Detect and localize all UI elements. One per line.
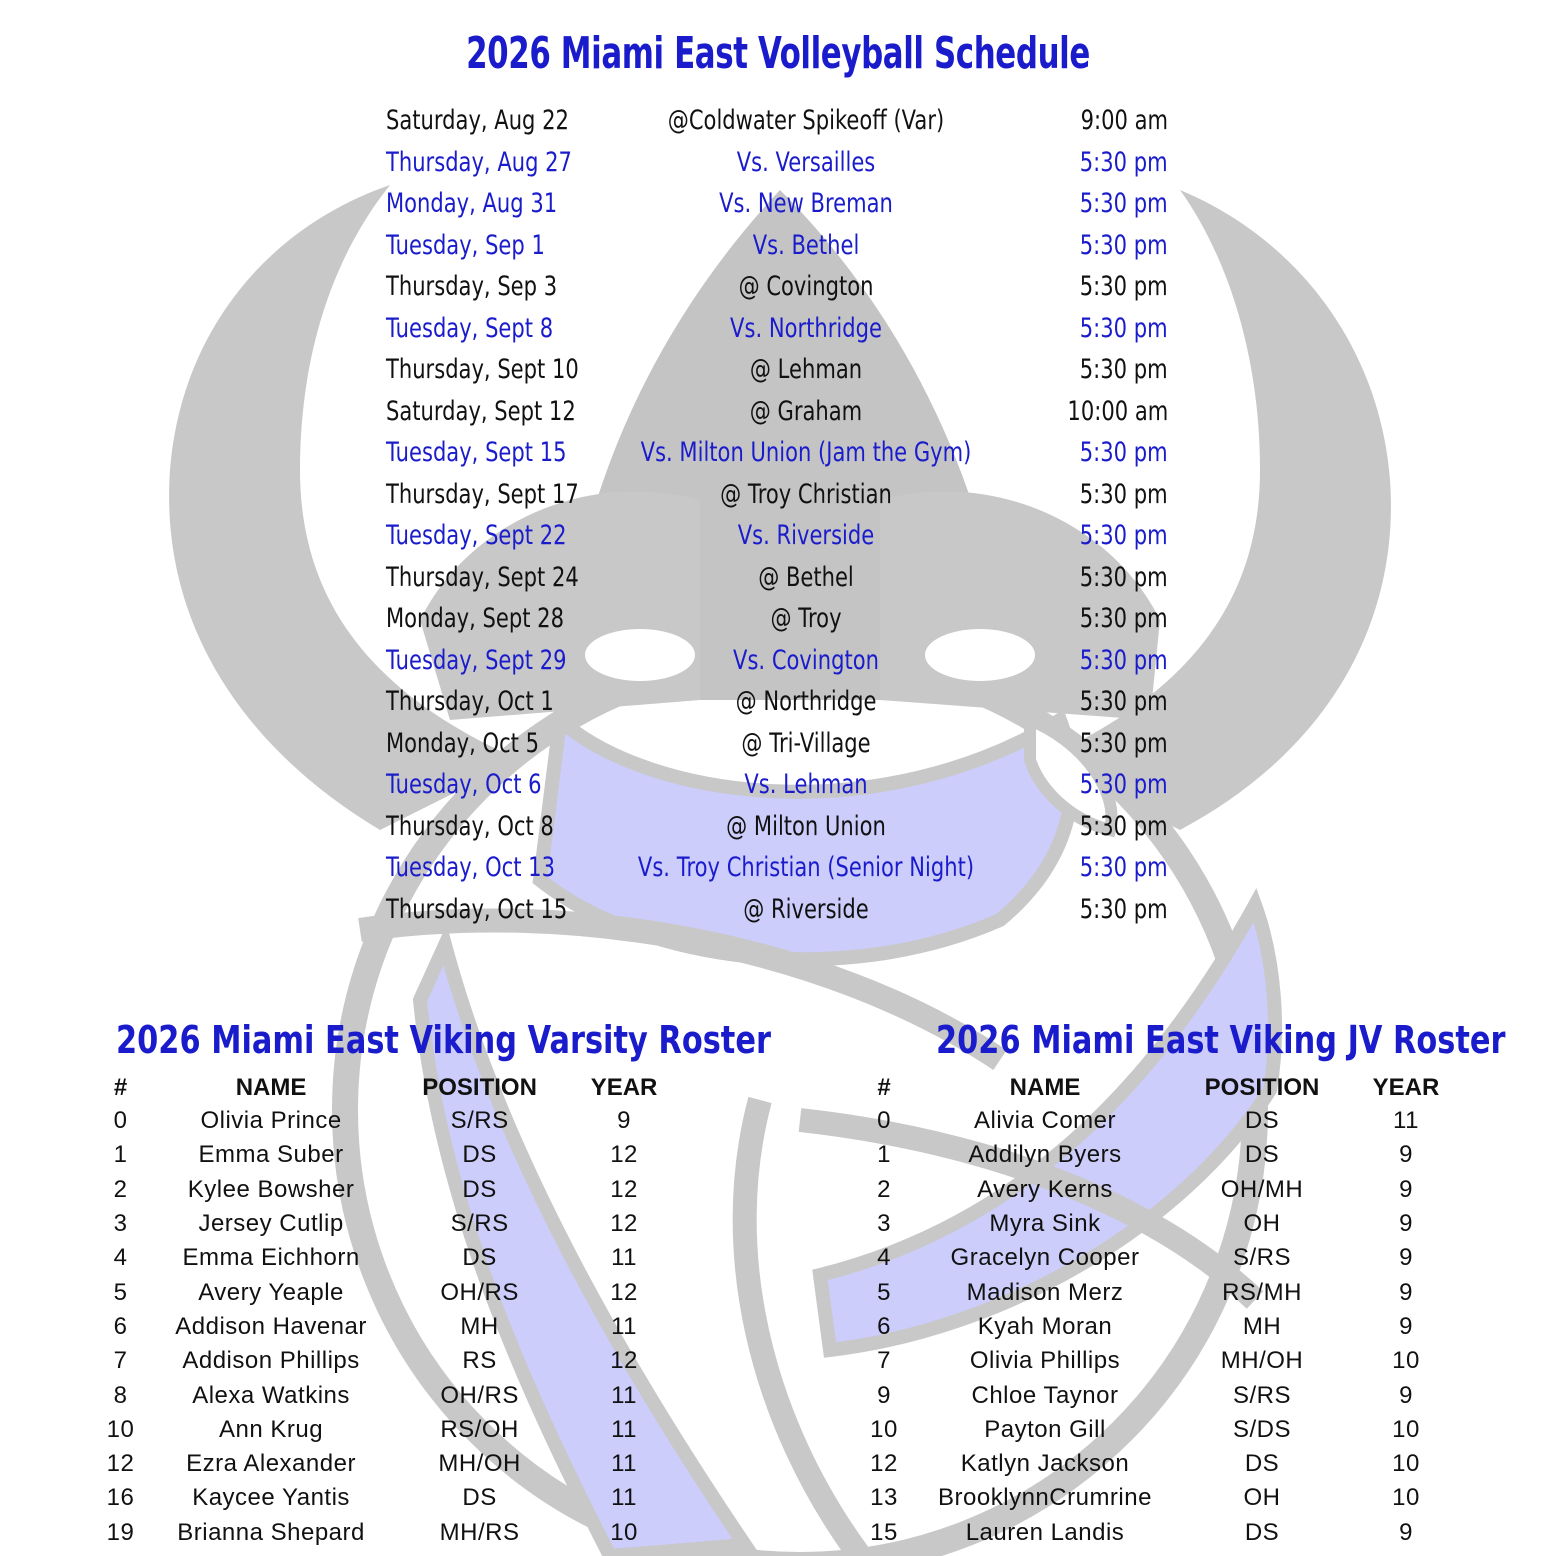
game-date: Tuesday, Sept 8 [386,312,554,344]
player-position: S/RS [450,1107,509,1135]
varsity-roster-table [90,1072,680,1550]
player-name: Alivia Comer [973,1107,1117,1135]
game-date: Tuesday, Sep 1 [386,229,545,261]
player-number: 0 [877,1107,891,1135]
table-row [90,1413,680,1447]
game-time: 10:00 am [1067,395,1168,427]
table-row [855,1275,1465,1309]
player-year: 9 [1399,1175,1413,1203]
player-year: 9 [617,1107,631,1135]
table-row [855,1516,1465,1550]
player-year: 12 [610,1141,638,1169]
table-row [855,1104,1465,1138]
table-row [855,1447,1465,1481]
game-date: Thursday, Oct 1 [386,686,554,717]
schedule-row [386,226,1186,268]
table-header-row [855,1072,1465,1104]
player-number: 10 [106,1415,135,1443]
col-name-header: NAME [1009,1074,1081,1101]
schedule-row [386,558,1186,600]
player-position: MH/RS [439,1518,520,1546]
player-position: S/DS [1232,1415,1291,1443]
player-position: MH/OH [1220,1347,1304,1375]
col-year-header: YEAR [590,1074,658,1101]
player-year: 10 [1392,1484,1420,1512]
table-row [90,1344,680,1378]
player-name: Chloe Taynor [971,1381,1119,1409]
player-year: 11 [611,1381,637,1409]
player-year: 11 [611,1312,637,1340]
schedule-row [386,807,1186,849]
game-time: 5:30 pm [1080,188,1168,219]
game-date: Thursday, Aug 27 [386,146,572,178]
game-date: Tuesday, Sept 15 [386,437,567,468]
jv-roster-title: 2026 Miami East Viking JV Roster [936,1018,1506,1062]
game-opponent: Vs. Troy Christian (Senior Night) [637,852,975,883]
game-opponent: @ Northridge [735,686,877,717]
game-date: Monday, Aug 31 [386,188,558,219]
player-number: 9 [877,1381,891,1409]
game-time: 5:30 pm [1080,893,1168,925]
game-opponent: Vs. Riverside [737,520,875,551]
game-opponent: Vs. Bethel [752,229,860,261]
player-name: Alexa Watkins [192,1381,350,1409]
player-number: 3 [113,1210,128,1238]
game-opponent: @ Lehman [749,354,863,385]
player-name: Avery Yeaple [198,1278,344,1306]
player-year: 11 [611,1484,637,1512]
table-row [90,1104,680,1138]
col-number-header: # [113,1074,128,1101]
game-opponent: Vs. Lehman [744,769,868,800]
table-row [855,1241,1465,1275]
game-opponent: Vs. New Breman [719,188,893,219]
player-number: 2 [877,1175,891,1203]
game-opponent: @ Troy Christian [720,478,892,510]
player-position: RS [462,1347,497,1375]
schedule-row [386,516,1186,558]
player-name: Lauren Landis [965,1518,1125,1546]
player-name: Addison Havenar [175,1312,367,1340]
player-position: DS [1244,1107,1280,1135]
game-date: Tuesday, Oct 6 [386,769,542,800]
game-date: Saturday, Aug 22 [386,105,569,136]
schedule-row [386,184,1186,226]
schedule-row [386,641,1186,683]
game-time: 5:30 pm [1080,727,1168,759]
schedule-row [386,599,1186,641]
player-number: 19 [106,1518,135,1546]
game-date: Thursday, Sept 10 [386,354,579,385]
player-year: 9 [1399,1141,1413,1169]
player-number: 7 [113,1347,128,1375]
table-row [90,1207,680,1241]
game-time: 5:30 pm [1080,271,1168,302]
game-opponent: @ Troy [770,603,842,634]
schedule-row [386,143,1186,185]
schedule-row [386,350,1186,392]
game-date: Thursday, Oct 8 [386,810,554,842]
player-name: Myra Sink [989,1210,1101,1238]
player-position: MH [1242,1312,1282,1340]
player-position: S/RS [1232,1381,1291,1409]
table-row [90,1138,680,1172]
player-number: 6 [877,1312,891,1340]
player-position: DS [462,1244,497,1272]
table-row [90,1310,680,1344]
schedule-row [386,848,1186,890]
player-number: 3 [877,1210,891,1238]
game-opponent: @Coldwater Spikeoff (Var) [667,105,945,136]
player-name: Kylee Bowsher [187,1175,355,1203]
game-date: Tuesday, Sept 22 [386,520,567,551]
col-position-header: POSITION [1204,1074,1320,1101]
player-number: 4 [877,1244,891,1272]
player-position: DS [1244,1141,1280,1169]
player-year: 9 [1399,1244,1413,1272]
table-row [855,1413,1465,1447]
player-year: 11 [611,1450,637,1478]
player-year: 12 [610,1210,638,1238]
player-number: 1 [113,1141,128,1169]
player-name: Olivia Phillips [969,1347,1121,1375]
player-name: Addilyn Byers [968,1141,1122,1169]
game-opponent: @ Graham [749,395,863,427]
table-row [855,1310,1465,1344]
player-position: OH/MH [1220,1175,1304,1203]
schedule-row [386,267,1186,309]
table-row [855,1207,1465,1241]
player-number: 5 [113,1278,128,1306]
table-row [855,1378,1465,1412]
schedule-row [386,765,1186,807]
game-opponent: Vs. Versailles [736,146,876,178]
game-time: 5:30 pm [1080,437,1168,468]
player-year: 10 [610,1518,638,1546]
player-position: RS/OH [440,1415,519,1443]
player-year: 12 [610,1278,638,1306]
game-opponent: @ Tri-Village [741,727,871,759]
col-number-header: # [877,1074,891,1101]
player-year: 9 [1399,1312,1413,1340]
schedule-row [386,433,1186,475]
player-name: Olivia Prince [200,1107,342,1135]
game-date: Thursday, Oct 15 [386,893,568,925]
player-number: 5 [877,1278,891,1306]
table-row [90,1378,680,1412]
player-name: Avery Kerns [977,1175,1113,1203]
player-year: 10 [1392,1450,1420,1478]
game-date: Thursday, Sept 17 [386,478,579,510]
table-row [90,1516,680,1550]
player-name: Ann Krug [219,1415,324,1443]
col-year-header: YEAR [1372,1074,1440,1101]
player-number: 1 [877,1141,891,1169]
player-position: S/RS [450,1210,509,1238]
game-date: Monday, Sept 28 [386,603,564,634]
player-name: Jersey Cutlip [198,1210,344,1238]
game-time: 5:30 pm [1080,603,1168,634]
schedule-list [386,101,1186,931]
game-opponent: Vs. Milton Union (Jam the Gym) [640,437,972,468]
game-date: Thursday, Sept 24 [386,561,579,593]
player-position: DS [1244,1518,1280,1546]
game-date: Monday, Oct 5 [386,727,540,759]
schedule-row [386,101,1186,143]
player-position: MH/OH [438,1450,521,1478]
schedule-row [386,682,1186,724]
player-name: BrooklynnCrumrine [938,1484,1152,1512]
game-time: 5:30 pm [1080,354,1168,385]
game-time: 5:30 pm [1080,520,1168,551]
table-row [90,1447,680,1481]
table-row [855,1138,1465,1172]
player-year: 11 [611,1415,637,1443]
col-position-header: POSITION [422,1074,537,1101]
player-number: 13 [870,1484,898,1512]
game-time: 5:30 pm [1080,561,1168,593]
table-row [90,1275,680,1309]
table-row [855,1344,1465,1378]
schedule-row [386,475,1186,517]
table-row [90,1481,680,1515]
game-opponent: @ Covington [738,271,874,302]
player-position: DS [462,1484,497,1512]
player-position: OH [1243,1210,1281,1238]
player-name: Emma Suber [198,1141,344,1169]
page-title: 2026 Miami East Volleyball Schedule [466,28,1090,79]
player-name: Emma Eichhorn [182,1244,360,1272]
table-row [855,1173,1465,1207]
varsity-roster-title: 2026 Miami East Viking Varsity Roster [116,1018,771,1062]
game-time: 9:00 am [1080,105,1168,136]
schedule-row [386,724,1186,766]
game-time: 5:30 pm [1080,229,1168,261]
game-date: Thursday, Sep 3 [386,271,558,302]
table-row [90,1173,680,1207]
schedule-row [386,392,1186,434]
player-year: 9 [1399,1210,1413,1238]
player-number: 10 [870,1415,898,1443]
player-name: Katlyn Jackson [960,1450,1130,1478]
player-position: OH/RS [440,1278,519,1306]
player-position: OH/RS [440,1381,519,1409]
player-position: DS [462,1175,497,1203]
player-number: 0 [113,1107,128,1135]
table-header-row [90,1072,680,1104]
game-time: 5:30 pm [1080,312,1168,344]
game-opponent: @ Milton Union [726,810,886,842]
game-time: 5:30 pm [1080,769,1168,800]
player-number: 8 [113,1381,128,1409]
player-number: 6 [113,1312,128,1340]
jv-roster-table [855,1072,1465,1550]
player-name: Payton Gill [984,1415,1106,1443]
player-position: DS [462,1141,497,1169]
player-year: 10 [1392,1415,1420,1443]
player-position: OH [1243,1484,1281,1512]
game-opponent: Vs. Covington [733,644,879,676]
player-number: 2 [113,1175,128,1203]
player-name: Kaycee Yantis [192,1484,350,1512]
schedule-row [386,890,1186,932]
player-number: 4 [113,1244,128,1272]
player-year: 9 [1399,1518,1413,1546]
player-year: 12 [610,1175,638,1203]
col-name-header: NAME [235,1074,307,1101]
player-position: S/RS [1232,1244,1291,1272]
schedule-row [386,309,1186,351]
player-number: 7 [877,1347,891,1375]
table-row [90,1241,680,1275]
player-name: Gracelyn Cooper [950,1244,1140,1272]
player-number: 12 [870,1450,898,1478]
player-year: 9 [1399,1381,1413,1409]
game-opponent: @ Bethel [758,561,854,593]
game-time: 5:30 pm [1080,852,1168,883]
player-name: Ezra Alexander [186,1450,356,1478]
player-position: RS/MH [1222,1278,1302,1306]
player-name: Brianna Shepard [177,1518,365,1546]
player-year: 10 [1392,1347,1420,1375]
table-row [855,1481,1465,1515]
player-number: 16 [106,1484,135,1512]
player-position: MH [460,1312,499,1340]
game-opponent: Vs. Northridge [730,312,882,344]
player-name: Madison Merz [966,1278,1124,1306]
game-date: Tuesday, Oct 13 [386,852,555,883]
player-year: 11 [611,1244,637,1272]
game-time: 5:30 pm [1080,146,1168,178]
player-year: 11 [1393,1107,1419,1135]
player-name: Addison Phillips [182,1347,360,1375]
game-time: 5:30 pm [1080,644,1168,676]
game-opponent: @ Riverside [743,893,869,925]
game-time: 5:30 pm [1080,686,1168,717]
player-name: Kyah Moran [977,1312,1113,1340]
player-position: DS [1244,1450,1280,1478]
game-date: Tuesday, Sept 29 [386,644,567,676]
game-time: 5:30 pm [1080,810,1168,842]
game-time: 5:30 pm [1080,478,1168,510]
player-year: 12 [610,1347,638,1375]
player-number: 12 [106,1450,135,1478]
player-number: 15 [870,1518,898,1546]
game-date: Saturday, Sept 12 [386,395,576,427]
player-year: 9 [1399,1278,1413,1306]
